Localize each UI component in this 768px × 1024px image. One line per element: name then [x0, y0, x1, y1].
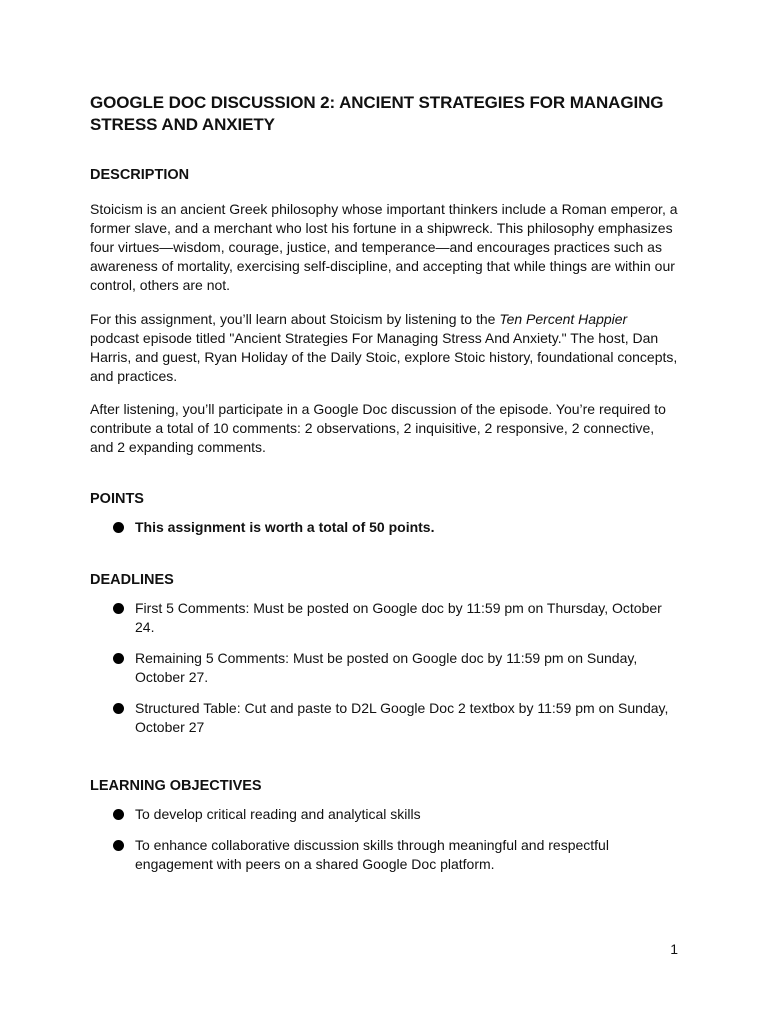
paragraph-2-text-before: For this assignment, you’ll learn about Stoicism by listening to the — [90, 311, 500, 327]
objective-text: To develop critical reading and analytical skills — [135, 806, 421, 822]
description-paragraph-1: Stoicism is an ancient Greek philosophy whose important thinkers include a Roman emperor, a former slave, and a merchant who lost his fortune in a shipwreck. This philosophy emphasizes four virtues—wisdom, courage, justice, and temperance—and encourages practices such as awareness of mortality, exercising self-discipline, and accepting that while things are within our control, others are not. — [90, 201, 678, 293]
bullet-icon — [113, 703, 124, 714]
page-number: 1 — [670, 941, 678, 957]
description-paragraph-3: After listening, you’ll participate in a Google Doc discussion of the episode. You’re required to contribute a total of 10 comments: 2 observations, 2 inquisitive, 2 responsive, 2 connective, and 2 expanding comments. — [90, 401, 666, 455]
bullet-icon — [113, 522, 124, 533]
objective-list-item — [90, 836, 680, 874]
points-list-item — [90, 518, 680, 537]
learning-objectives-list — [90, 805, 680, 874]
description-paragraph-2 — [90, 310, 680, 386]
deadlines-list — [90, 599, 680, 737]
learning-objectives-heading: LEARNING OBJECTIVES — [90, 778, 262, 794]
objective-text: To enhance collaborative discussion skills through meaningful and respectful engagement with peers on a shared Google Doc platform. — [135, 837, 609, 872]
bullet-icon — [113, 809, 124, 820]
bullet-icon — [113, 840, 124, 851]
deadline-text: Structured Table: Cut and paste to D2L Google Doc 2 textbox by 11:59 pm on Sunday, October 27 — [135, 700, 669, 735]
deadlines-list-item — [90, 699, 680, 737]
description-heading: DESCRIPTION — [90, 167, 190, 183]
podcast-title: Ten Percent Happier — [499, 311, 628, 327]
deadline-text: Remaining 5 Comments: Must be posted on Google doc by 11:59 pm on Sunday, October 27. — [135, 650, 638, 685]
document-title: GOOGLE DOC DISCUSSION 2: ANCIENT STRATEGIES FOR MANAGING STRESS AND ANXIETY — [90, 93, 664, 134]
deadline-text: First 5 Comments: Must be posted on Google doc by 11:59 pm on Thursday, October 24. — [135, 600, 662, 635]
points-item-text: This assignment is worth a total of 50 points. — [135, 519, 435, 535]
bullet-icon — [113, 603, 124, 614]
points-list — [90, 518, 680, 537]
paragraph-2-text-after: podcast episode titled "Ancient Strategies For Managing Stress And Anxiety." The host, Dan Harris, and guest, Ryan Holiday of the Daily Stoic, explore Stoic history, foundational concepts, and practices. — [90, 330, 678, 384]
document-page — [90, 92, 680, 874]
deadlines-heading: DEADLINES — [90, 572, 174, 588]
objective-list-item — [90, 805, 680, 824]
bullet-icon — [113, 653, 124, 664]
deadlines-list-item — [90, 599, 680, 637]
points-heading: POINTS — [90, 491, 144, 507]
deadlines-list-item — [90, 649, 680, 687]
